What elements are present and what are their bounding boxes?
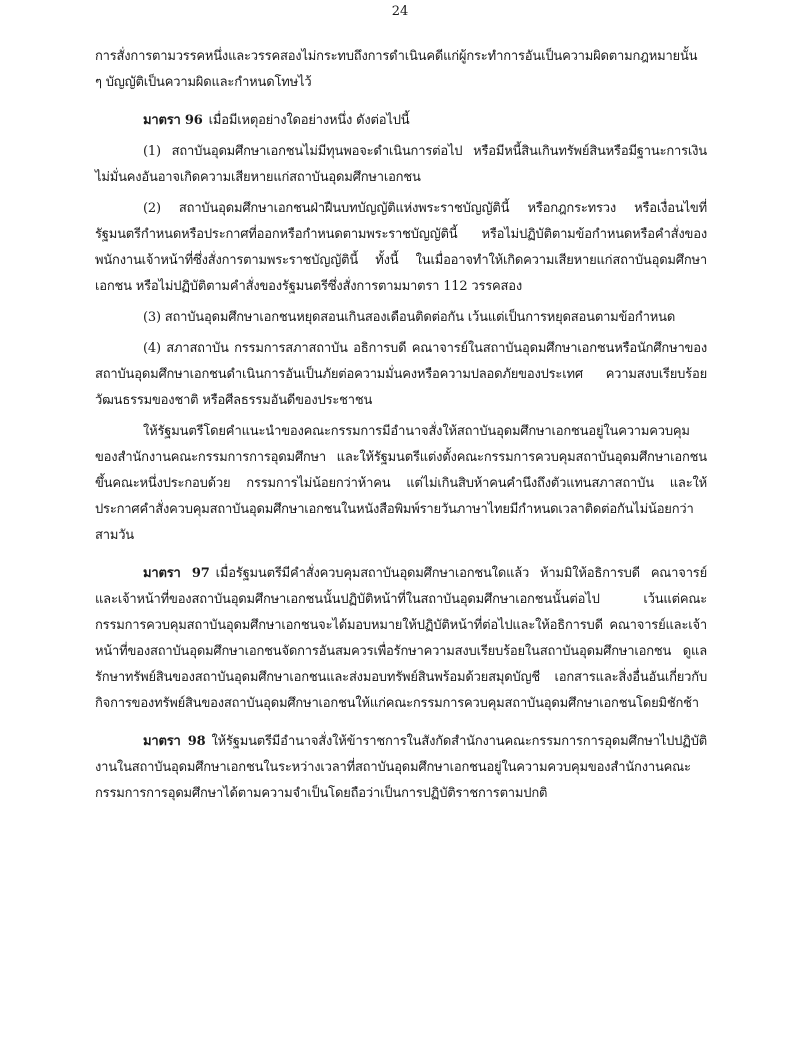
- section-text: ให้รัฐมนตรีมีอำนาจสั่งให้ข้าราชการในสังกัดสำนักงานคณะกรรมการการอุดมศึกษาไปปฏิบัติงานในสถาบันอุดมศึกษาเอกชนในระหว่างเวลาที่สถาบันอุดมศึกษาเอกชนอยู่ในความควบคุมของสำนักงานคณะกรรมการการอุดมศึกษาได้ตามความจำเป็นโดยถือว่าเป็นการปฏิบัติราชการตามปกติ: [95, 734, 707, 801]
- section-heading: มาตรา 97: [143, 566, 210, 581]
- clause-3: (3) สถาบันอุดมศึกษาเอกชนหยุดสอนเกินสองเดือนติดต่อกัน เว้นแต่เป็นการหยุดสอนตามข้อกำหนด: [143, 310, 676, 325]
- clause-2: (2) สถาบันอุดมศึกษาเอกชนฝ่าฝืนบทบัญญัติแห่งพระราชบัญญัตินี้ หรือกฎกระทรวง หรือเงื่อนไขที่รัฐมนตรีกำหนดหรือประกาศที่ออกหรือกำหนดตามพระราชบัญญัตินี้ หรือไม่ปฏิบัติตามข้อกำหนดหรือคำสั่งของพนักงานเจ้าหน้าที่ซึ่งสั่งการตามพระราชบัญญัตินี้ ทั้งนี้ ในเมื่ออาจทำให้เกิดความเสียหายแก่สถาบันอุดมศึกษาเอกชน หรือไม่ปฏิบัติตามคำสั่งของรัฐมนตรีซึ่งสั่งการตามมาตรา 112 วรรคสอง: [95, 201, 707, 294]
- clause-1: (1) สถาบันอุดมศึกษาเอกชนไม่มีทุนพอจะดำเนินการต่อไป หรือมีหนี้สินเกินทรัพย์สินหรือมีฐานะการเงินไม่มั่นคงอันอาจเกิดความเสียหายแก่สถาบันอุดมศึกษาเอกชน: [95, 144, 707, 185]
- paragraph-minister-order: ให้รัฐมนตรีโดยคำแนะนำของคณะกรรมการมีอำนาจสั่งให้สถาบันอุดมศึกษาเอกชนอยู่ในความควบคุมของสำนักงานคณะกรรมการการอุดมศึกษา และให้รัฐมนตรีแต่งตั้งคณะกรรมการควบคุมสถาบันอุดมศึกษาเอกชนขึ้นคณะหนึ่งประกอบด้วย กรรมการไม่น้อยกว่าห้าคน แต่ไม่เกินสิบห้าคนคำนึงถึงตัวแทนสภาสถาบัน และให้ประกาศคำสั่งควบคุมสถาบันอุดมศึกษาเอกชนในหนังสือพิมพ์รายวันภาษาไทยมีกำหนดเวลาติดต่อกันไม่น้อยกว่าสามวัน: [95, 424, 707, 543]
- page-number: 24: [391, 4, 409, 19]
- section-text: เมื่อรัฐมนตรีมีคำสั่งควบคุมสถาบันอุดมศึกษาเอกชนใดแล้ว ห้ามมิให้อธิการบดี คณาจารย์และเจ้าหน้าที่ของสถาบันอุดมศึกษาเอกชนนั้นปฏิบัติหน้าที่ในสถาบันอุดมศึกษาเอกชนนั้นต่อไป เว้นแต่คณะกรรมการควบคุมสถาบันอุดมศึกษาเอกชนจะได้มอบหมายให้ปฏิบัติหน้าที่ต่อไปและให้อธิการบดี คณาจารย์และเจ้าหน้าที่ของสถาบันอุดมศึกษาเอกชนจัดการอันสมควรเพื่อรักษาความสงบเรียบร้อยในสถาบันอุดมศึกษาเอกชน ดูแลรักษาทรัพย์สินของสถาบันอุดมศึกษาเอกชนและส่งมอบทรัพย์สินพร้อมด้วยสมุดบัญชี เอกสารและสิ่งอื่นอันเกี่ยวกับกิจการของทรัพย์สินของสถาบันอุดมศึกษาเอกชนให้แก่คณะกรรมการควบคุมสถาบันอุดมศึกษาเอกชนโดยมิชักช้า: [95, 566, 707, 711]
- paragraph-continuation: การสั่งการตามวรรคหนึ่งและวรรคสองไม่กระทบถึงการดำเนินคดีแก่ผู้กระทำการอันเป็นความผิดตามกฎหมายนั้น ๆ บัญญัติเป็นความผิดและกำหนดโทษไว้: [95, 49, 698, 90]
- section-96: [95, 108, 707, 134]
- section-98: [95, 729, 707, 807]
- section-heading: มาตรา 98: [143, 734, 206, 749]
- section-text: เมื่อมีเหตุอย่างใดอย่างหนึ่ง ดังต่อไปนี้: [208, 113, 410, 128]
- clause-4: (4) สภาสถาบัน กรรมการสภาสถาบัน อธิการบดี คณาจารย์ในสถาบันอุดมศึกษาเอกชนหรือนักศึกษาของสถาบันอุดมศึกษาเอกชนดำเนินการอันเป็นภัยต่อความมั่นคงหรือความปลอดภัยของประเทศ ความสงบเรียบร้อย วัฒนธรรมของชาติ หรือศีลธรรมอันดีของประชาชน: [95, 341, 707, 408]
- section-heading: มาตรา 96: [143, 113, 203, 128]
- section-97: [95, 561, 707, 717]
- document-body: [95, 44, 707, 812]
